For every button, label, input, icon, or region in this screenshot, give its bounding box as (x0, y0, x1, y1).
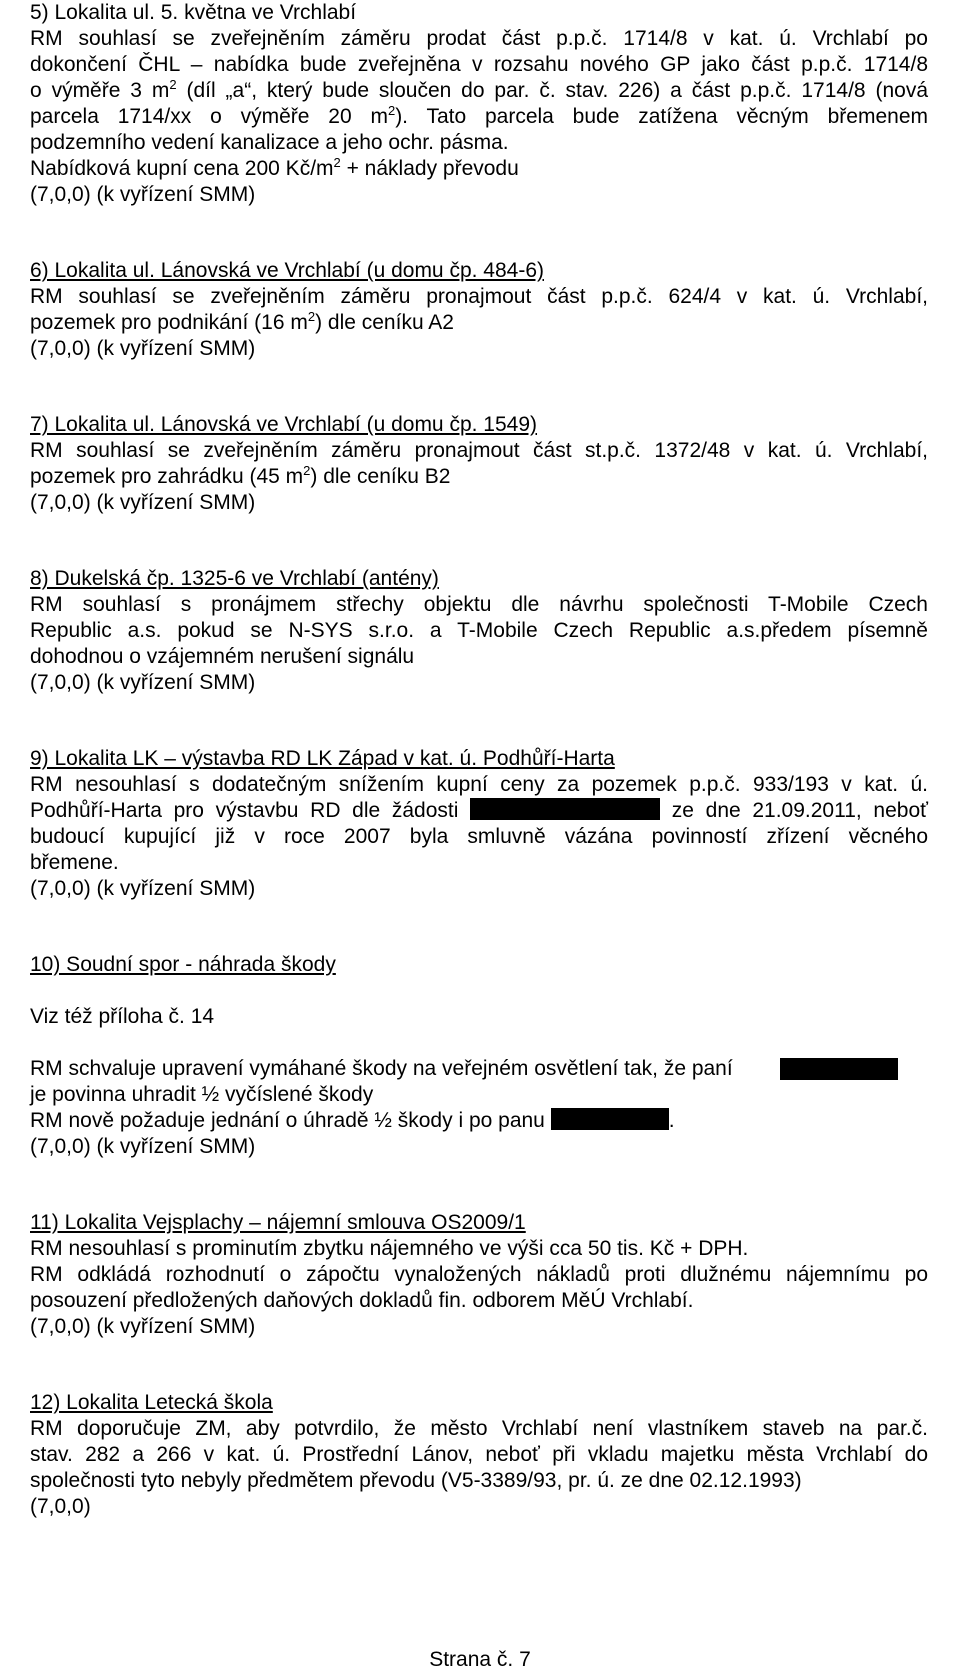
section-11-vote: (7,0,0) (k vyřízení SMM) (30, 1315, 256, 1338)
section-9-line-4: břemene. (30, 851, 119, 874)
section-7-vote: (7,0,0) (k vyřízení SMM) (30, 491, 256, 514)
section-11-line-1: RM nesouhlasí s prominutím zbytku nájemného ve výši cca 50 tis. Kč + DPH. (30, 1237, 749, 1260)
section-9-heading: 9) Lokalita LK – výstavba RD LK Západ v kat. ú. Podhůří-Harta (30, 747, 615, 770)
section-5-line-1: RM souhlasí se zveřejněním záměru prodat část p.p.č. 1714/8 v kat. ú. Vrchlabí po (30, 27, 928, 50)
section-12-heading: 12) Lokalita Letecká škola (30, 1391, 273, 1414)
section-10-line-3: je povinna uhradit ½ vyčíslené škody (30, 1083, 374, 1106)
section-8-line-2: Republic a.s. pokud se N-SYS s.r.o. a T-Mobile Czech Republic a.s.předem písemně (30, 619, 928, 642)
section-9-line-2: Podhůří-Harta pro výstavbu RD dle žádosti ze dne 21.09.2011, neboť (30, 799, 928, 822)
section-12-vote: (7,0,0) (30, 1495, 91, 1518)
section-6-line-1: RM souhlasí se zveřejněním záměru pronajmout část p.p.č. 624/4 v kat. ú. Vrchlabí, (30, 285, 928, 308)
section-12-line-3: společnosti tyto nebyly předmětem převodu (V5-3389/93, pr. ú. ze dne 02.12.1993) (30, 1469, 802, 1492)
section-7-heading: 7) Lokalita ul. Lánovská ve Vrchlabí (u domu čp. 1549) (30, 413, 538, 436)
section-6-line-2: pozemek pro podnikání (16 $m^2$) dle ceníku A2 (30, 309, 454, 334)
section-5-heading: 5) Lokalita ul. 5. května ve Vrchlabí (30, 1, 357, 24)
section-10-heading: 10) Soudní spor - náhrada škody (30, 953, 336, 976)
section-9-vote: (7,0,0) (k vyřízení SMM) (30, 877, 256, 900)
redacted-name-block (551, 1108, 669, 1130)
redacted-name-block (780, 1058, 898, 1080)
section-5-line-2: dokončení ČHL – nabídka bude zveřejněna v rozsahu nového GP jako část p.p.č. 1714/8 (30, 53, 928, 76)
section-7-line-1: RM souhlasí se zveřejněním záměru pronajmout část st.p.č. 1372/48 v kat. ú. Vrchlabí, (30, 439, 928, 462)
section-11-heading: 11) Lokalita Vejsplachy – nájemní smlouva OS2009/1 (30, 1211, 526, 1234)
section-11-line-2: RM odkládá rozhodnutí o zápočtu vynaložených nákladů proti dlužnému nájemnímu po (30, 1263, 928, 1286)
section-5-line-5: podzemního vedení kanalizace a jeho ochr. pásma. (30, 131, 509, 154)
section-6-heading: 6) Lokalita ul. Lánovská ve Vrchlabí (u domu čp. 484-6) (30, 259, 544, 282)
section-10-line-1: Viz též příloha č. 14 (30, 1005, 215, 1028)
section-8-heading: 8) Dukelská čp. 1325-6 ve Vrchlabí (antény) (30, 567, 439, 590)
section-9-line-1: RM nesouhlasí s dodatečným snížením kupní ceny za pozemek p.p.č. 933/193 v kat. ú. (30, 773, 928, 796)
redacted-name-block (470, 798, 660, 820)
section-11-line-3: posouzení předložených daňových dokladů fin. odborem MěÚ Vrchlabí. (30, 1289, 694, 1312)
section-8-line-1: RM souhlasí s pronájmem střechy objektu dle návrhu společnosti T-Mobile Czech (30, 593, 928, 616)
section-10-line-2: RM schvaluje upravení vymáhané škody na veřejném osvětlení tak, že paní (30, 1057, 733, 1080)
section-5-line-6: Nabídková kupní cena 200 $Kč/m^2$ + náklady převodu (30, 155, 519, 180)
section-5-vote: (7,0,0) (k vyřízení SMM) (30, 183, 256, 206)
section-5-line-4: parcela 1714/xx o výměře 20 $m^2$). Tato parcela bude zatížena věcným břemenem (30, 103, 928, 128)
section-10-vote: (7,0,0) (k vyřízení SMM) (30, 1135, 256, 1158)
section-6-vote: (7,0,0) (k vyřízení SMM) (30, 337, 256, 360)
section-5-line-3: o výměře 3 $m^2$ (díl „a“, který bude sloučen do par. č. stav. 226) a část p.p.č. 1714/8 (nová (30, 77, 929, 102)
section-8-line-3: dohodnou o vzájemném nerušení signálu (30, 645, 415, 668)
section-7-line-2: pozemek pro zahrádku (45 $m^2$) dle ceníku B2 (30, 463, 451, 488)
page-number: Strana č. 7 (429, 1648, 531, 1671)
section-12-line-1: RM doporučuje ZM, aby potvrdilo, že město Vrchlabí není vlastníkem staveb na par.č. (30, 1417, 928, 1440)
section-9-line-3: budoucí kupující již v roce 2007 byla smluvně vázána povinností zřízení věcného (30, 825, 928, 848)
section-12-line-2: stav. 282 a 266 v kat. ú. Prostřední Lánov, neboť při vkladu majetku města Vrchlabí do (30, 1443, 928, 1466)
section-8-vote: (7,0,0) (k vyřízení SMM) (30, 671, 256, 694)
section-10-line-4: RM nově požaduje jednání o úhradě ½ škody i po panu . (30, 1109, 675, 1132)
